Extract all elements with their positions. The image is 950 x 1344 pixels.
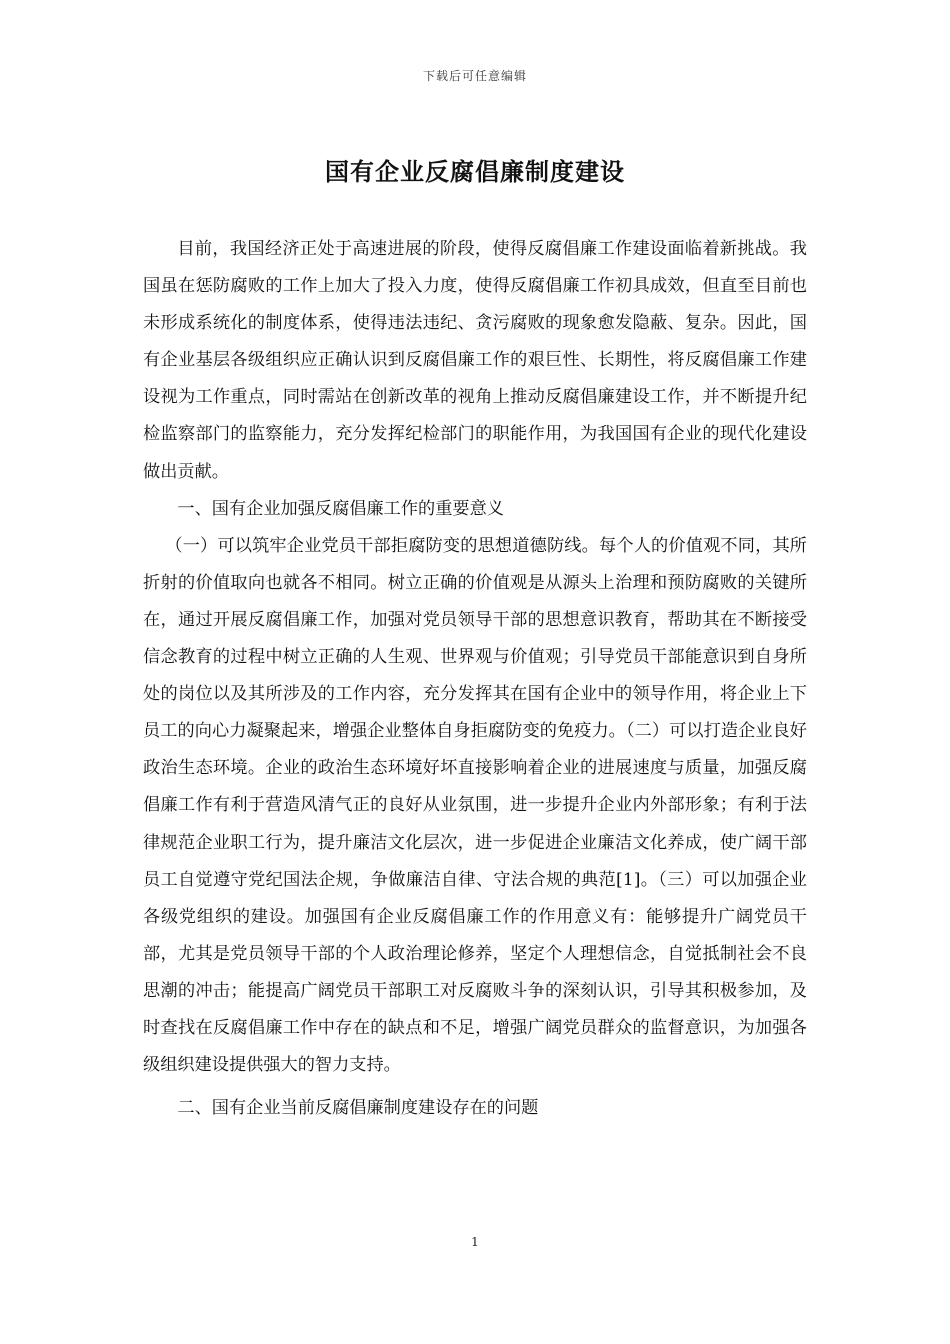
section-heading-1: 一、国有企业加强反腐倡廉工作的重要意义: [177, 498, 504, 519]
page-header-note: 下载后可任意编辑: [422, 69, 527, 83]
document-title: 国有企业反腐倡廉制度建设: [325, 158, 625, 186]
intro-paragraph: 目前，我国经济正处于高速进展的阶段，使得反腐倡廉工作建设面临着新挑战。我国虽在惩防腐败的工作上加大了投入力度，使得反腐倡廉工作初具成效，但直至目前也未形成系统化的制度体系，使得违法违纪、贪污腐败的现象愈发隐蔽、复杂。因此，国有企业基层各级组织应正确认识到反腐倡廉工作的艰巨性、长期性，将反腐倡廉工作建设视为工作重点，同时需站在创新改革的视角上推动反腐倡廉建设工作，并不断提升纪检监察部门的监察能力，充分发挥纪检部门的职能作用，为我国国有企业的现代化建设做出贡献。: [143, 239, 807, 482]
section-1-paragraph: （一）可以筑牢企业党员干部拒腐防变的思想道德防线。每个人的价值观不同，其所折射的价值取向也就各不相同。树立正确的价值观是从源头上治理和预防腐败的关键所在，通过开展反腐倡廉工作，加强对党员领导干部的思想意识教育，帮助其在不断接受信念教育的过程中树立正确的人生观、世界观与价值观；引导党员干部能意识到自身所处的岗位以及其所涉及的工作内容，充分发挥其在国有企业中的领导作用，将企业上下员工的向心力凝聚起来，增强企业整体自身拒腐防变的免疫力。（二）可以打造企业良好政治生态环境。企业的政治生态环境好坏直接影响着企业的进展速度与质量，加强反腐倡廉工作有利于营造风清气正的良好从业氛围，进一步提升企业内外部形象；有利于法律规范企业职工行为，提升廉洁文化层次，进一步促进企业廉洁文化养成，使广阔干部员工自觉遵守党纪国法企规，争做廉洁自律、守法合规的典范[1]。（三）可以加强企业各级党组织的建设。加强国有企业反腐倡廉工作的作用意义有：能够提升广阔党员干部，尤其是党员领导干部的个人政治理论修养，坚定个人理想信念，自觉抵制社会不良思潮的冲击；能提高广阔党员干部职工对反腐败斗争的深刻认识，引导其积极参加，及时查找在反腐倡廉工作中存在的缺点和不足，增强广阔党员群众的监督意识，为加强各级组织建设提供强大的智力支持。: [143, 535, 807, 1076]
page-number: 1: [471, 1235, 479, 1249]
document-body: [143, 231, 807, 1127]
section-heading-2: 二、国有企业当前反腐倡廉制度建设存在的问题: [177, 1098, 539, 1119]
